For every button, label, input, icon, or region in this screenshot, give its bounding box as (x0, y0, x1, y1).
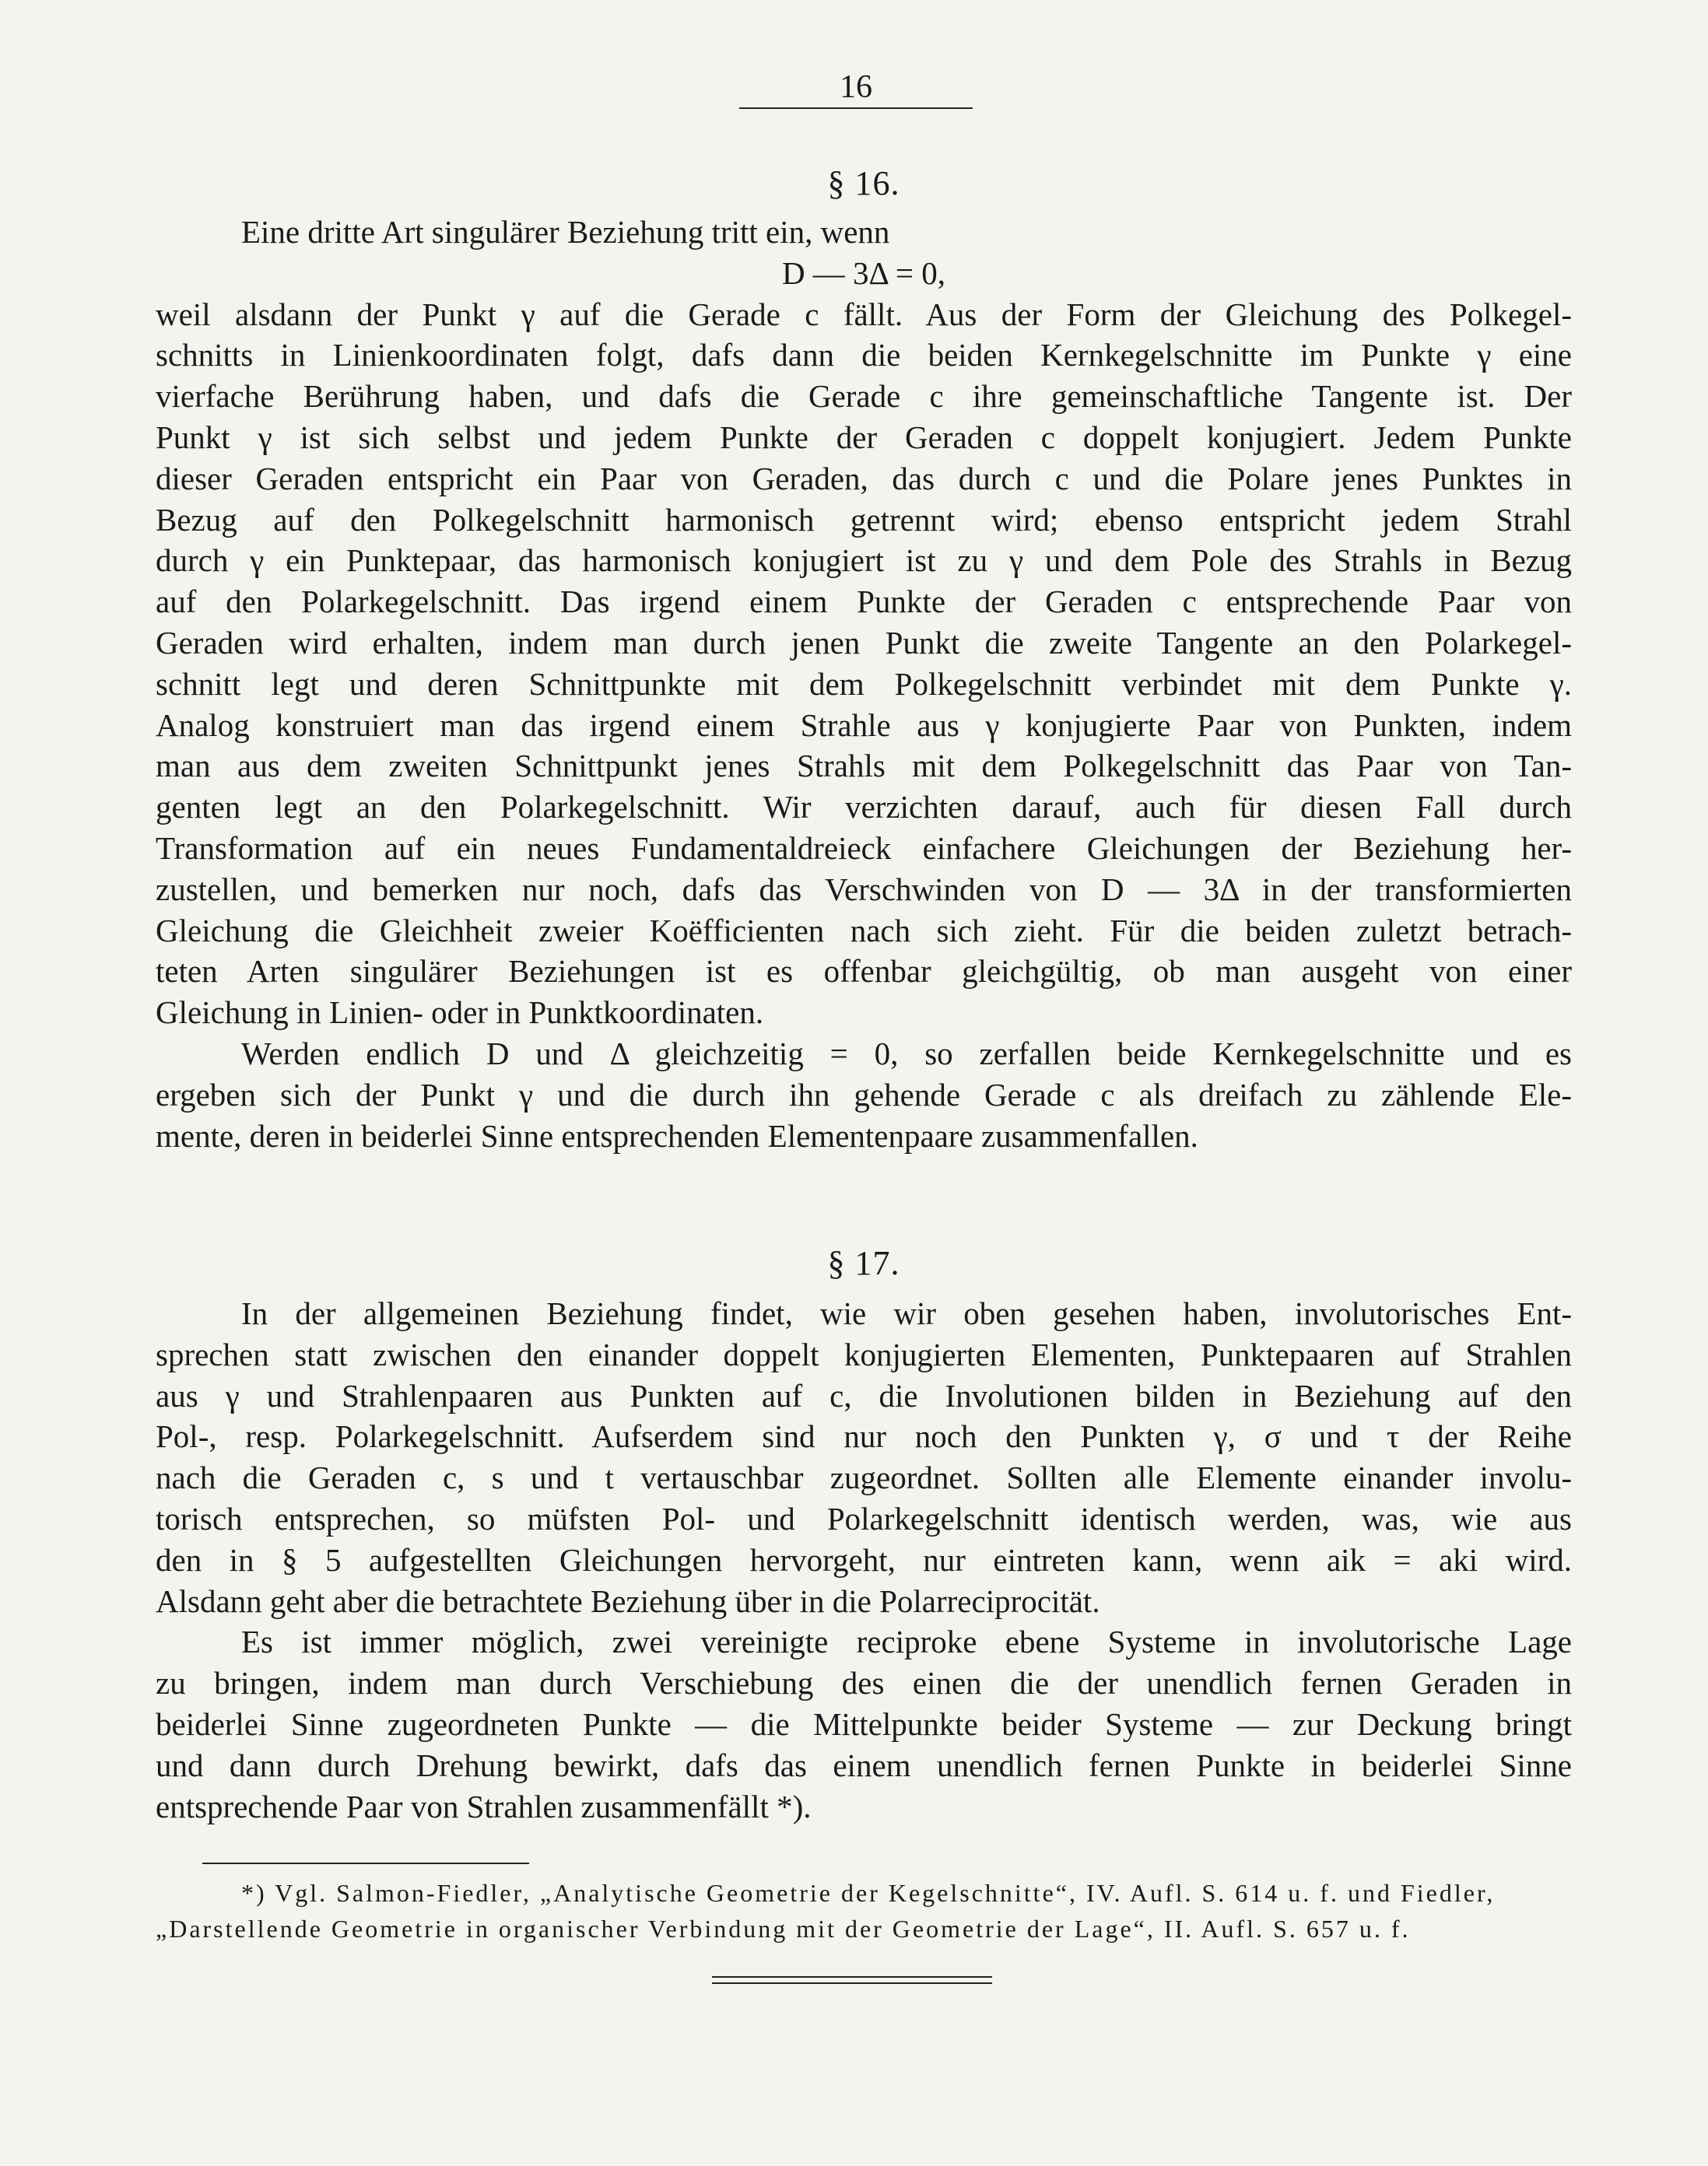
footnote-line: „Darstellende Geometrie in organischer Verbindung mit der Geometrie der Lage“, II. Aufl. S. 657 u. f. (156, 1915, 1411, 1943)
text-line: schnitts in Linienkoordinaten folgt, dafs dann die beiden Kernkegelschnitte im Punkte γ eine (156, 337, 1572, 373)
text-line: Gleichung in Linien- oder in Punktkoordinaten. (156, 994, 764, 1031)
text-line: In der allgemeinen Beziehung findet, wie wir oben gesehen haben, involutorisches Ent- (241, 1295, 1572, 1331)
text-line: vierfache Berührung haben, und dafs die Gerade c ihre gemeinschaftliche Tangente ist. Der (156, 378, 1572, 415)
text-line: den in § 5 aufgestellten Gleichungen hervorgeht, nur eintreten kann, wenn aik = aki wird. (156, 1541, 1572, 1578)
text-line: auf den Polarkegelschnitt. Das irgend einem Punkte der Geraden c entsprechende Paar von (156, 584, 1572, 620)
section-17-body (156, 1293, 1572, 1827)
text-line: teten Arten singulärer Beziehungen ist es offenbar gleichgültig, ob man ausgeht von einer (156, 953, 1572, 990)
text-line: torisch entsprechen, so müfsten Pol- und Polarkegelschnitt identisch werden, was, wie aus (156, 1500, 1572, 1537)
text-line: Punkt γ ist sich selbst und jedem Punkte der Geraden c doppelt konjugiert. Jedem Punkte (156, 419, 1572, 455)
text-line: entsprechende Paar von Strahlen zusammenfällt *). (156, 1788, 812, 1824)
text-line: Alsdann geht aber die betrachtete Beziehung über in die Polarreciprocität. (156, 1582, 1100, 1619)
text-line: nach die Geraden c, s und t vertauschbar zugeordnet. Sollten alle Elemente einander involu- (156, 1460, 1572, 1496)
text-line: Werden endlich D und Δ gleichzeitig = 0, so zerfallen beide Kernkegelschnitte und es (241, 1035, 1572, 1071)
text-line: Bezug auf den Polkegelschnitt harmonisch getrennt wird; ebenso entspricht jedem Strahl (156, 501, 1572, 538)
footnote-line: *) Vgl. Salmon-Fiedler, „Analytische Geometrie der Kegelschnitte“, IV. Aufl. S. 614 u. f. und Fiedler, (241, 1879, 1496, 1907)
text-line: Transformation auf ein neues Fundamentaldreieck einfachere Gleichungen der Beziehung her- (156, 829, 1572, 866)
footnote (156, 1875, 1572, 1947)
text-line: zu bringen, indem man durch Verschiebung des einen die der unendlich fernen Geraden in (156, 1665, 1572, 1702)
text-line: ergeben sich der Punkt γ und die durch ihn gehende Gerade c als dreifach zu zählende Ele- (156, 1076, 1572, 1113)
text-line: Pol-, resp. Polarkegelschnitt. Aufserdem sind nur noch den Punkten γ, σ und τ der Reihe (156, 1418, 1572, 1455)
text-line: beiderlei Sinne zugeordneten Punkte — die Mittelpunkte beider Systeme — zur Deckung bringt (156, 1705, 1572, 1742)
text-line: Geraden wird erhalten, indem man durch jenen Punkt die zweite Tangente an den Polarkegel- (156, 624, 1572, 661)
text-line: aus γ und Strahlenpaaren aus Punkten auf c, die Involutionen bilden in Beziehung auf den (156, 1377, 1572, 1414)
text-line: dieser Geraden entspricht ein Paar von Geraden, das durch c und die Polare jenes Punktes in (156, 460, 1572, 496)
section-16-heading: § 16. (827, 164, 900, 202)
text-line: mente, deren in beiderlei Sinne entsprechenden Elementenpaare zusammenfallen. (156, 1117, 1198, 1154)
text-line: Es ist immer möglich, zwei vereinigte reciproke ebene Systeme in involutorische Lage (241, 1624, 1572, 1660)
equation-line: D — 3Δ = 0, (781, 254, 946, 291)
section-16-body (156, 212, 1572, 1156)
text-line: durch γ ein Punktepaar, das harmonisch konjugiert ist zu γ und dem Pole des Strahls in Bezug (156, 542, 1572, 579)
page-number: 16 (840, 69, 872, 105)
text-line: und dann durch Drehung bewirkt, dafs das einem unendlich fernen Punkte in beiderlei Sinne (156, 1747, 1572, 1783)
text-line: man aus dem zweiten Schnittpunkt jenes Strahls mit dem Polkegelschnitt das Paar von Tan- (156, 748, 1572, 784)
text-line: Eine dritte Art singulärer Beziehung tritt ein, wenn (241, 214, 890, 250)
page-number-rule (739, 107, 973, 109)
end-rule (712, 1982, 992, 1984)
text-line: Gleichung die Gleichheit zweier Koëfficienten nach sich zieht. Für die beiden zuletzt betrach- (156, 912, 1572, 948)
text-line: zustellen, und bemerken nur noch, dafs das Verschwinden von D — 3Δ in der transformierten (156, 871, 1572, 907)
text-line: weil alsdann der Punkt γ auf die Gerade c fällt. Aus der Form der Gleichung des Polkegel- (156, 296, 1572, 332)
text-line: sprechen statt zwischen den einander doppelt konjugierten Elementen, Punktepaaren auf Strahlen (156, 1336, 1572, 1372)
footnote-rule (202, 1863, 529, 1864)
section-17-heading: § 17. (827, 1244, 900, 1282)
text-line: Analog konstruiert man das irgend einem Strahle aus γ konjugierte Paar von Punkten, indem (156, 706, 1572, 743)
text-line: genten legt an den Polarkegelschnitt. Wir verzichten darauf, auch für diesen Fall durch (156, 789, 1572, 825)
text-line: schnitt legt und deren Schnittpunkte mit dem Polkegelschnitt verbindet mit dem Punkte γ. (156, 665, 1572, 702)
end-rule (712, 1976, 992, 1978)
